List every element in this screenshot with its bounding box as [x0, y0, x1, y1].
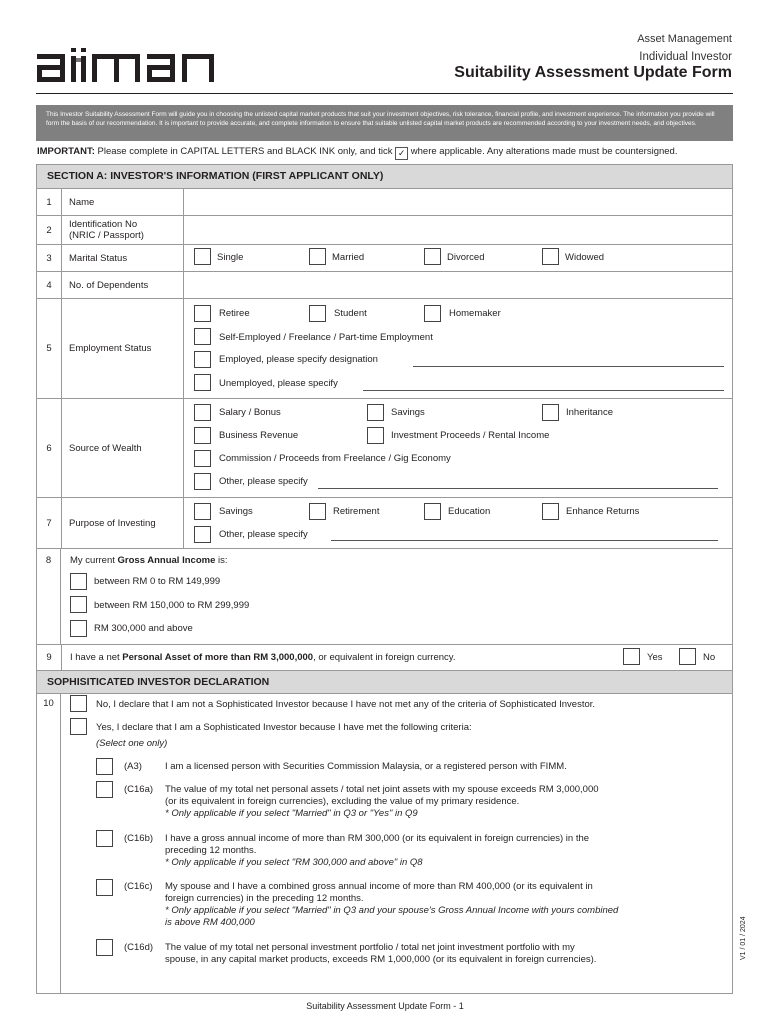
c16b-checkbox[interactable]	[96, 830, 113, 847]
q9-row: 9 I have a net Personal Asset of more than RM 3,000,000, or equivalent in foreign currency. Yes No	[37, 645, 732, 670]
important-note: IMPORTANT: Please complete in CAPITAL LETTERS and BLACK INK only, and tick ✓ where applicable. Any alterations made must be countersigned.	[37, 146, 678, 158]
salary-checkbox[interactable]	[194, 404, 211, 421]
divorced-checkbox[interactable]	[424, 248, 441, 265]
purpose-savings-checkbox[interactable]	[194, 503, 211, 520]
c16c-checkbox[interactable]	[96, 879, 113, 896]
form-table	[36, 164, 733, 994]
wealth-other-input[interactable]	[318, 488, 718, 489]
q3-row: 3 Marital Status Single Married Divorced Widowed	[37, 245, 732, 272]
purpose-label: Purpose of Investing	[61, 498, 184, 548]
purpose-other-checkbox[interactable]	[194, 526, 211, 543]
income-high-checkbox[interactable]	[70, 620, 87, 637]
unemployed-specify-input[interactable]	[363, 390, 724, 391]
dependents-input[interactable]	[184, 272, 732, 298]
form-subtitle: Individual Investor	[639, 51, 732, 63]
student-checkbox[interactable]	[309, 305, 326, 322]
business-checkbox[interactable]	[194, 427, 211, 444]
self-employed-checkbox[interactable]	[194, 328, 211, 345]
c16a-checkbox[interactable]	[96, 781, 113, 798]
intro-text: This Investor Suitability Assessment Form will guide you in choosing the unlisted capital market products that suit your investment objectives, risk tolerance, financial profile, and investment experience. The information you provide will form the basis of our recommendation. It is important to provide accurate, and complete information to ensure that suitable unlisted capital market products are recommended according to your investment needs, and objectives.	[36, 105, 733, 141]
q7-row: 7 Purpose of Investing Savings Retirement Education Enhance Returns Other, please specify	[37, 498, 732, 549]
purpose-other-input[interactable]	[331, 540, 718, 541]
q1-row: 1 Name	[37, 189, 732, 216]
commission-checkbox[interactable]	[194, 450, 211, 467]
tick-icon: ✓	[395, 147, 408, 160]
aiiman-logo	[37, 48, 222, 82]
id-label: Identification No (NRIC / Passport)	[61, 216, 184, 244]
asset-question: I have a net Personal Asset of more than RM 3,000,000, or equivalent in foreign currency.	[70, 652, 456, 663]
investment-proceeds-checkbox[interactable]	[367, 427, 384, 444]
department-label: Asset Management	[637, 33, 732, 45]
income-question: My current Gross Annual Income is:	[70, 555, 228, 566]
marital-label: Marital Status	[61, 245, 184, 271]
is-sophisticated-checkbox[interactable]	[70, 718, 87, 735]
homemaker-checkbox[interactable]	[424, 305, 441, 322]
q2-row: 2 Identification No (NRIC / Passport)	[37, 216, 732, 245]
wealth-other-checkbox[interactable]	[194, 473, 211, 490]
sophisticated-title: SOPHISITICATED INVESTOR DECLARATION	[37, 670, 732, 694]
asset-no-checkbox[interactable]	[679, 648, 696, 665]
income-low-checkbox[interactable]	[70, 573, 87, 590]
unemployed-checkbox[interactable]	[194, 374, 211, 391]
savings-wealth-checkbox[interactable]	[367, 404, 384, 421]
single-checkbox[interactable]	[194, 248, 211, 265]
inheritance-checkbox[interactable]	[542, 404, 559, 421]
name-input[interactable]	[184, 189, 732, 215]
not-sophisticated-checkbox[interactable]	[70, 695, 87, 712]
q4-row: 4 No. of Dependents	[37, 272, 732, 299]
enhance-returns-checkbox[interactable]	[542, 503, 559, 520]
married-checkbox[interactable]	[309, 248, 326, 265]
employment-label: Employment Status	[61, 299, 184, 398]
widowed-checkbox[interactable]	[542, 248, 559, 265]
q10-row: 10 No, I declare that I am not a Sophisticated Investor because I have not met any of the criteria of Sophisticated Investor. Yes, I declare that I am a Sophisticated Investor because I have met the following criteria: (Select one only) (A3) I am a licensed person with Securities Commission Malaysia, or a registered person with FIMM. (C16a) The value of my total net personal assets / total net joint assets with my spouse exceeds RM 3,000,000 (or its equivalent in foreign currencies), excluding the value of my primary residence. * Only applicable if you select "Married" in Q3 or "Yes" in Q9 (C16b) I have a gross annual income of more than RM 300,000 (or its equivalent in foreign currencies) in the preceding 12 months. * Only applicable if you select "RM 300,000 and above" in Q8 (C16c) My spouse and I have a combined gross annual income of more than RM 400,000 (or its equivalent in foreign currencies) in the preceding 12 months. * Only applicable if you select "Married" in Q3 and your spouse's Gross Annual Income with yours combined is above RM 400,000 (C16d) The value of my total net personal investment portfolio / total net joint investment portfolio with my spouse, in any capital market products, exceeds RM 1,000,000 (or its equivalent in foreign currencies).	[37, 694, 732, 993]
income-mid-checkbox[interactable]	[70, 596, 87, 613]
q8-row: 8 My current Gross Annual Income is: between RM 0 to RM 149,999 between RM 150,000 to RM 299,999 RM 300,000 and above	[37, 549, 732, 645]
q5-row: 5 Employment Status Retiree Student Homemaker Self-Employed / Freelance / Part-time Employment Employed, please specify designation Unemployed, please specify	[37, 299, 732, 399]
form-title: Suitability Assessment Update Form	[454, 64, 732, 81]
education-checkbox[interactable]	[424, 503, 441, 520]
id-input[interactable]	[184, 216, 732, 244]
wealth-label: Source of Wealth	[61, 399, 184, 497]
retirement-checkbox[interactable]	[309, 503, 326, 520]
version-label: V1 / 01 / 2024	[740, 916, 747, 960]
asset-yes-checkbox[interactable]	[623, 648, 640, 665]
header-divider	[36, 93, 733, 94]
dependents-label: No. of Dependents	[61, 272, 184, 298]
section-a-title: SECTION A: INVESTOR'S INFORMATION (FIRST APPLICANT ONLY)	[37, 165, 732, 189]
employed-checkbox[interactable]	[194, 351, 211, 368]
retiree-checkbox[interactable]	[194, 305, 211, 322]
designation-input[interactable]	[413, 366, 724, 367]
a3-checkbox[interactable]	[96, 758, 113, 775]
page-footer: Suitability Assessment Update Form - 1	[306, 1001, 464, 1011]
name-label: Name	[61, 189, 184, 215]
c16d-checkbox[interactable]	[96, 939, 113, 956]
q6-row: 6 Source of Wealth Salary / Bonus Savings Inheritance Business Revenue Investment Proceeds / Rental Income Commission / Proceeds from Freelance / Gig Economy Other, please specify	[37, 399, 732, 498]
